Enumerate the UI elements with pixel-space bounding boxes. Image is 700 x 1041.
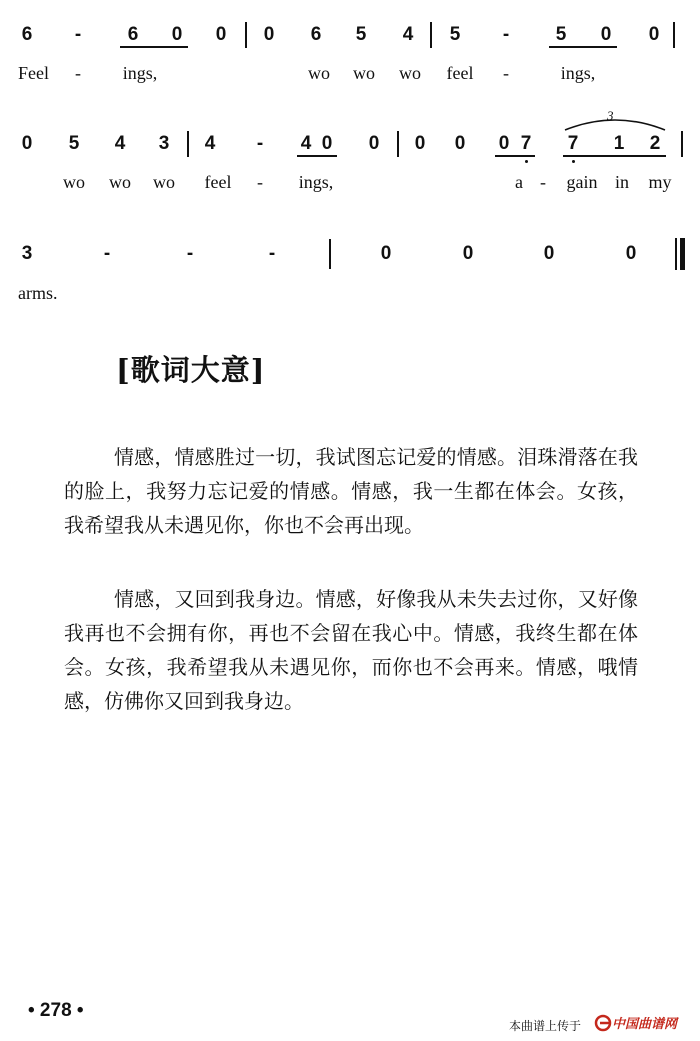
lyric: ings,	[122, 63, 158, 83]
note: 0	[498, 133, 510, 154]
note: 0	[171, 24, 183, 45]
lyric: feel	[204, 172, 232, 192]
note: 0	[625, 243, 637, 264]
lyric: -	[503, 63, 509, 83]
note: 6	[310, 24, 322, 45]
eighth-underline	[495, 155, 535, 157]
lyric: feel	[446, 63, 474, 83]
page-number: • 278 •	[28, 1000, 84, 1021]
lyric: wo	[308, 63, 330, 83]
lyric: arms.	[18, 283, 58, 303]
eighth-underline	[563, 155, 666, 157]
note: 0	[215, 24, 227, 45]
note: 4	[402, 24, 414, 45]
note: 3	[21, 243, 33, 264]
note: 5	[68, 133, 80, 154]
paragraph: 情感，又回到我身边。情感，好像我从未失去过你，又好像我再也不会拥有你，再也不会留在我心中。情感，我终生都在体会。女孩，我希望我从未遇见你，而你也不会再来。情感，哦情感，仿佛你又回到我身边。	[64, 587, 638, 713]
note: 0	[414, 133, 426, 154]
note: 5	[355, 24, 367, 45]
bar-line	[329, 239, 331, 269]
low-octave-dot	[525, 160, 528, 163]
bar-line	[397, 131, 399, 157]
note: 0	[462, 243, 474, 264]
lyric: my	[648, 172, 672, 192]
final-bar-thick	[680, 238, 685, 270]
note: -	[268, 243, 276, 264]
bar-line	[681, 131, 683, 157]
note: -	[74, 24, 82, 45]
paragraph: 情感，情感胜过一切，我试图忘记爱的情感。泪珠滑落在我的脸上，我努力忘记爱的情感。情感，我一生都在体会。女孩，我希望我从未遇见你，你也不会再出现。	[64, 445, 638, 537]
lyric: in	[614, 172, 630, 192]
lyric: gain	[566, 172, 598, 192]
note: -	[103, 243, 111, 264]
note: 0	[454, 133, 466, 154]
note: 5	[449, 24, 461, 45]
note: 7	[567, 133, 579, 154]
note: 4	[114, 133, 126, 154]
bar-line	[673, 22, 675, 48]
lyric: ings,	[560, 63, 596, 83]
note: 0	[368, 133, 380, 154]
note: -	[256, 133, 264, 154]
site-logo[interactable]	[594, 1013, 677, 1032]
lyric: -	[75, 63, 81, 83]
note: 0	[380, 243, 392, 264]
note: 5	[555, 24, 567, 45]
bar-line	[430, 22, 432, 48]
low-octave-dot	[572, 160, 575, 163]
lyric: ings,	[298, 172, 334, 192]
note: 7	[520, 133, 532, 154]
lyric: wo	[109, 172, 131, 192]
lyric: wo	[153, 172, 175, 192]
note: 6	[21, 24, 33, 45]
note: 0	[263, 24, 275, 45]
upload-note: 本曲谱上传于	[509, 1019, 582, 1033]
note: -	[186, 243, 194, 264]
note: 3	[158, 133, 170, 154]
bar-line	[187, 131, 189, 157]
triplet-number: 3	[607, 108, 614, 123]
note: 2	[649, 133, 661, 154]
note: 1	[613, 133, 625, 154]
final-bar-thin	[675, 238, 677, 270]
bar-line	[245, 22, 247, 48]
note: 4	[300, 133, 312, 154]
lyric: wo	[63, 172, 85, 192]
lyric: -	[257, 172, 263, 192]
note: 0	[600, 24, 612, 45]
section-heading: [歌词大意]	[116, 353, 266, 387]
site-logo-icon	[594, 1014, 612, 1032]
note: 0	[648, 24, 660, 45]
triplet-bracket	[562, 110, 668, 132]
lyric: -	[540, 172, 546, 192]
note: -	[502, 24, 510, 45]
site-brand: 中国曲谱网	[612, 1017, 678, 1032]
note: 0	[543, 243, 555, 264]
lyric: a	[515, 172, 523, 192]
eighth-underline	[120, 46, 188, 48]
lyric: wo	[399, 63, 421, 83]
lyric: wo	[353, 63, 375, 83]
eighth-underline	[549, 46, 617, 48]
note: 0	[321, 133, 333, 154]
note: 6	[127, 24, 139, 45]
note: 4	[204, 133, 216, 154]
note: 0	[21, 133, 33, 154]
lyric: Feel	[18, 63, 49, 83]
eighth-underline	[297, 155, 337, 157]
